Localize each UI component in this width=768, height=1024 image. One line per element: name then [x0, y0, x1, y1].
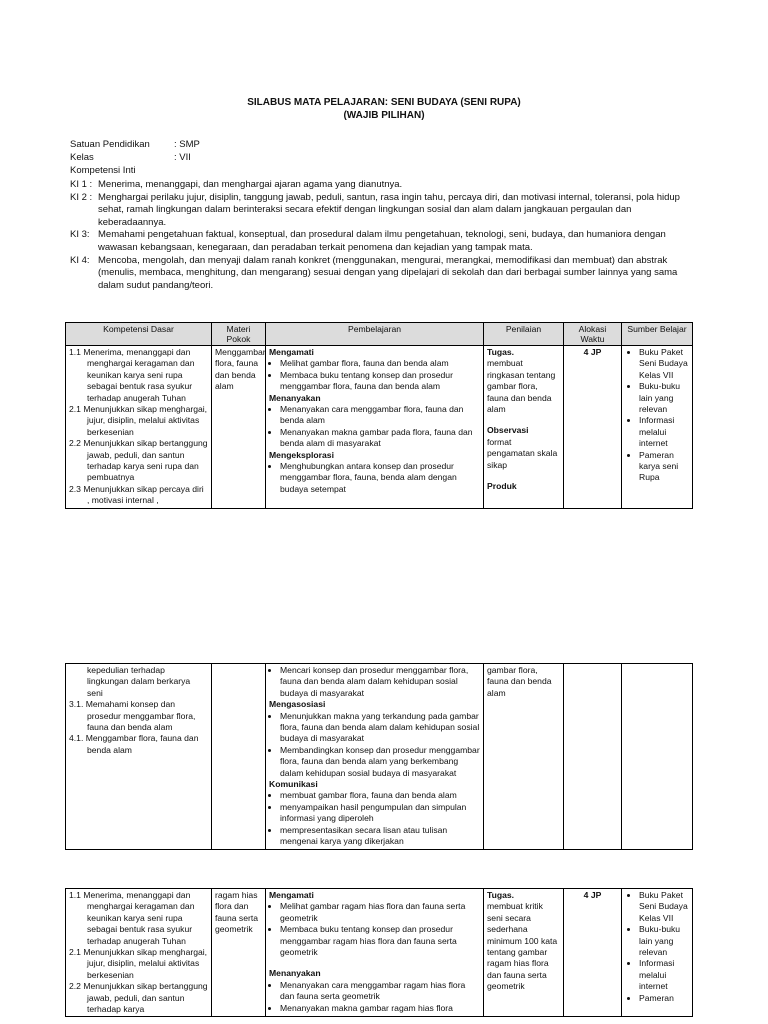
header-materi-pokok: Materi Pokok [212, 323, 266, 346]
header-kompetensi-dasar: Kompetensi Dasar [66, 323, 212, 346]
table-header-row [66, 323, 693, 346]
activity-heading: Mengeksplorasi [269, 449, 334, 460]
kd-item: 1.1 Menerima, menanggapi dan menghargai keragaman dan keunikan karya seni rupa sebagai bentuk rasa syukur terhadap anugerah Tuhan [69, 890, 195, 946]
activity-item: • Membaca buku tentang konsep dan prosedur menggambar ragam hias flora dan fauna serta geometrik [280, 924, 480, 958]
kd-item: 2.1 Menunjukkan sikap menghargai, jujur, disiplin, melalui aktivitas berkesenian [69, 404, 208, 437]
penilaian-cell [484, 889, 564, 1017]
meta-value: : VII [174, 152, 191, 163]
activity-item: • Melihat gambar flora, fauna dan benda alam [280, 358, 480, 369]
ki-heading: Kompetensi Inti [70, 165, 136, 176]
pembelajaran-cell [266, 889, 484, 1017]
alokasi-cell [564, 664, 622, 850]
kd-cell [66, 889, 212, 1017]
header-penilaian: Penilaian [484, 323, 564, 346]
kd-item: 2.1 Menunjukkan sikap menghargai, jujur, disiplin, melalui aktivitas berkesenian [69, 947, 208, 980]
table-row [66, 346, 693, 509]
penilaian-observasi: Observasi [487, 425, 529, 436]
ki-code: KI 3: [70, 229, 90, 241]
penilaian-produk: Produk [487, 481, 517, 492]
activity-heading: Menanyakan [269, 968, 321, 979]
activity-item: • Menunjukkan makna yang terkandung pada gambar flora, fauna dan benda alam dalam kehidupan sosial budaya di masyarakat [280, 711, 480, 745]
sumber-item: • Pameran karya seni Rupa [639, 450, 689, 484]
kompetensi-inti-list [70, 179, 700, 292]
sumber-cell [622, 346, 693, 509]
table-row [66, 664, 693, 850]
header-pembelajaran: Pembelajaran [266, 323, 484, 346]
kd-item: 3.1. Memahami konsep dan prosedur menggambar flora, fauna dan benda alam [69, 699, 196, 733]
table-row [66, 889, 693, 1017]
penilaian-tugas-text: membuat kritik seni secara sederhana minimum 100 kata tentang gambar ragam hias flora dan fauna serta geometrik [487, 901, 558, 992]
penilaian-cell [484, 346, 564, 509]
ki-code: KI 1 : [70, 179, 93, 190]
syllabus-table-part3 [65, 888, 693, 1017]
activity-item: • Membandingkan konsep dan prosedur menggambar flora, fauna dan benda alam yang berkembang dalam kehidupan sosial budaya di masyarakat [280, 745, 480, 779]
syllabus-table-part2 [65, 663, 693, 850]
ki-text: Menerima, menanggapi, dan menghargai ajaran agama yang dianutnya. [98, 179, 403, 190]
penilaian-observasi-text: format pengamatan skala sikap [487, 436, 558, 470]
penilaian-tugas: Tugas. [487, 890, 515, 900]
sumber-item: • Informasi melalui internet [639, 415, 689, 449]
materi-cell [212, 664, 266, 850]
sumber-item: • Informasi melalui internet [639, 958, 689, 992]
kd-cell [66, 664, 212, 850]
kd-item: 2.2 Menunjukkan sikap bertanggung jawab, peduli, dan santun terhadap karya [69, 981, 208, 1015]
meta-label: Kelas [70, 152, 94, 163]
sumber-cell [622, 664, 693, 850]
sumber-item: • Buku-buku lain yang relevan [639, 381, 689, 415]
activity-item: • Mencari konsep dan prosedur menggambar flora, fauna dan benda alam dalam kehidupan sosial budaya di masyarakat [280, 665, 480, 699]
activity-item: • Menanyakan makna gambar ragam hias flora [280, 1003, 480, 1014]
ki-code: KI 2 : [70, 191, 93, 203]
meta-label: Satuan Pendidikan [70, 139, 150, 150]
ki-text: Memahami pengetahuan faktual, konseptual, dan prosedural dalam ilmu pengetahuan, teknologi, seni, budaya, dan humaniora dengan wawasan kebangsaan, kenegaraan, dan peradaban terkait penomena dan kejadian yang tampak mata. [98, 229, 666, 253]
alokasi-cell: 4 JP [564, 346, 622, 509]
activity-heading: Menanyakan [269, 392, 321, 403]
pembelajaran-cell [266, 346, 484, 509]
sumber-item: • Buku Paket Seni Budaya Kelas VII [639, 890, 689, 924]
activity-heading: Mengamati [269, 890, 314, 900]
sumber-item: • Pameran [639, 993, 689, 1004]
kd-item: 1.1 Menerima, menanggapi dan menghargai keragaman dan keunikan karya seni rupa sebagai bentuk rasa syukur terhadap anugerah Tuhan [69, 347, 195, 403]
kd-item: 2.2 Menunjukkan sikap bertanggung jawab, peduli, dan santun terhadap karya seni rupa dan pembuatnya [69, 438, 208, 483]
materi-cell: Menggambar flora, fauna dan benda alam [212, 346, 266, 509]
activity-item: • Menanyakan cara menggambar flora, fauna dan benda alam [280, 404, 480, 427]
activity-heading: Mengamati [269, 347, 314, 357]
ki-item [70, 255, 700, 293]
penilaian-tugas: Tugas. [487, 347, 515, 357]
ki-item [70, 192, 700, 230]
activity-item: • menyampaikan hasil pengumpulan dan simpulan informasi yang diperoleh [280, 802, 480, 825]
sumber-item: • Buku-buku lain yang relevan [639, 924, 689, 958]
meta-block [70, 138, 200, 177]
ki-item [70, 179, 700, 192]
syllabus-table-part1 [65, 322, 693, 509]
ki-item [70, 229, 700, 254]
kd-item: 4.1. Menggambar flora, fauna dan benda alam [69, 733, 199, 755]
ki-code: KI 4: [70, 254, 90, 266]
alokasi-cell: 4 JP [564, 889, 622, 1017]
penilaian-cell: gambar flora, fauna dan benda alam [484, 664, 564, 850]
ki-text: Menghargai perilaku jujur, disiplin, tanggung jawab, peduli, santun, rasa ingin tahu, percaya diri, dan motivasi internal, toleransi, pola hidup sehat, ramah lingkungan dalam berinteraksi secara efektif dengan lingkungan sosial dan alam dalam jangkauan pergaulan dan keberadaannya. [98, 191, 680, 228]
header-sumber-belajar: Sumber Belajar [622, 323, 693, 346]
sumber-cell [622, 889, 693, 1017]
activity-item: • Membaca buku tentang konsep dan prosedur menggambar flora, fauna dan benda alam [280, 370, 480, 393]
meta-value: : SMP [174, 139, 200, 150]
activity-item: • Menanyakan cara menggambar ragam hias flora dan fauna serta geometrik [280, 980, 480, 1003]
activity-item: • Menghubungkan antara konsep dan prosedur menggambar flora, fauna, benda alam dengan budaya setempat [280, 461, 480, 495]
activity-item: • Melihat gambar ragam hias flora dan fauna serta geometrik [280, 901, 480, 924]
sumber-item: • Buku Paket Seni Budaya Kelas VII [639, 347, 689, 381]
activity-item: • mempresentasikan secara lisan atau tulisan mengenai karya yang dikerjakan [280, 825, 480, 848]
document-title: SILABUS MATA PELAJARAN: SENI BUDAYA (SENI RUPA) [247, 97, 521, 108]
penilaian-tugas-text: membuat ringkasan tentang gambar flora, fauna dan benda alam [487, 358, 556, 415]
kd-continuation: kepedulian terhadap lingkungan dalam berkarya seni [87, 665, 191, 698]
activity-item: • Menanyakan makna gambar pada flora, fauna dan benda alam di masyarakat [280, 427, 480, 450]
materi-cell: ragam hias flora dan fauna serta geometrik [212, 889, 266, 1017]
document-subtitle: (WAJIB PILIHAN) [343, 110, 425, 121]
header-alokasi-waktu: Alokasi Waktu [564, 323, 622, 346]
kd-cell [66, 346, 212, 509]
activity-heading: Mengasosiasi [269, 699, 326, 710]
activity-item: • membuat gambar flora, fauna dan benda alam [280, 790, 480, 801]
activity-heading: Komunikasi [269, 779, 318, 790]
kd-item: 2.3 Menunjukkan sikap percaya diri , motivasi internal , [69, 483, 204, 506]
ki-text: Mencoba, mengolah, dan menyaji dalam ranah konkret (menggunakan, mengurai, merangkai, memodifikasi dan membuat) dan abstrak (menulis, membaca, menghitung, dan mengarang) sesuai dengan yang dipelajari di sekolah dan dari berbagai sumber lainnya yang sama dalam sudut pandang/teori. [98, 254, 678, 291]
pembelajaran-cell [266, 664, 484, 850]
